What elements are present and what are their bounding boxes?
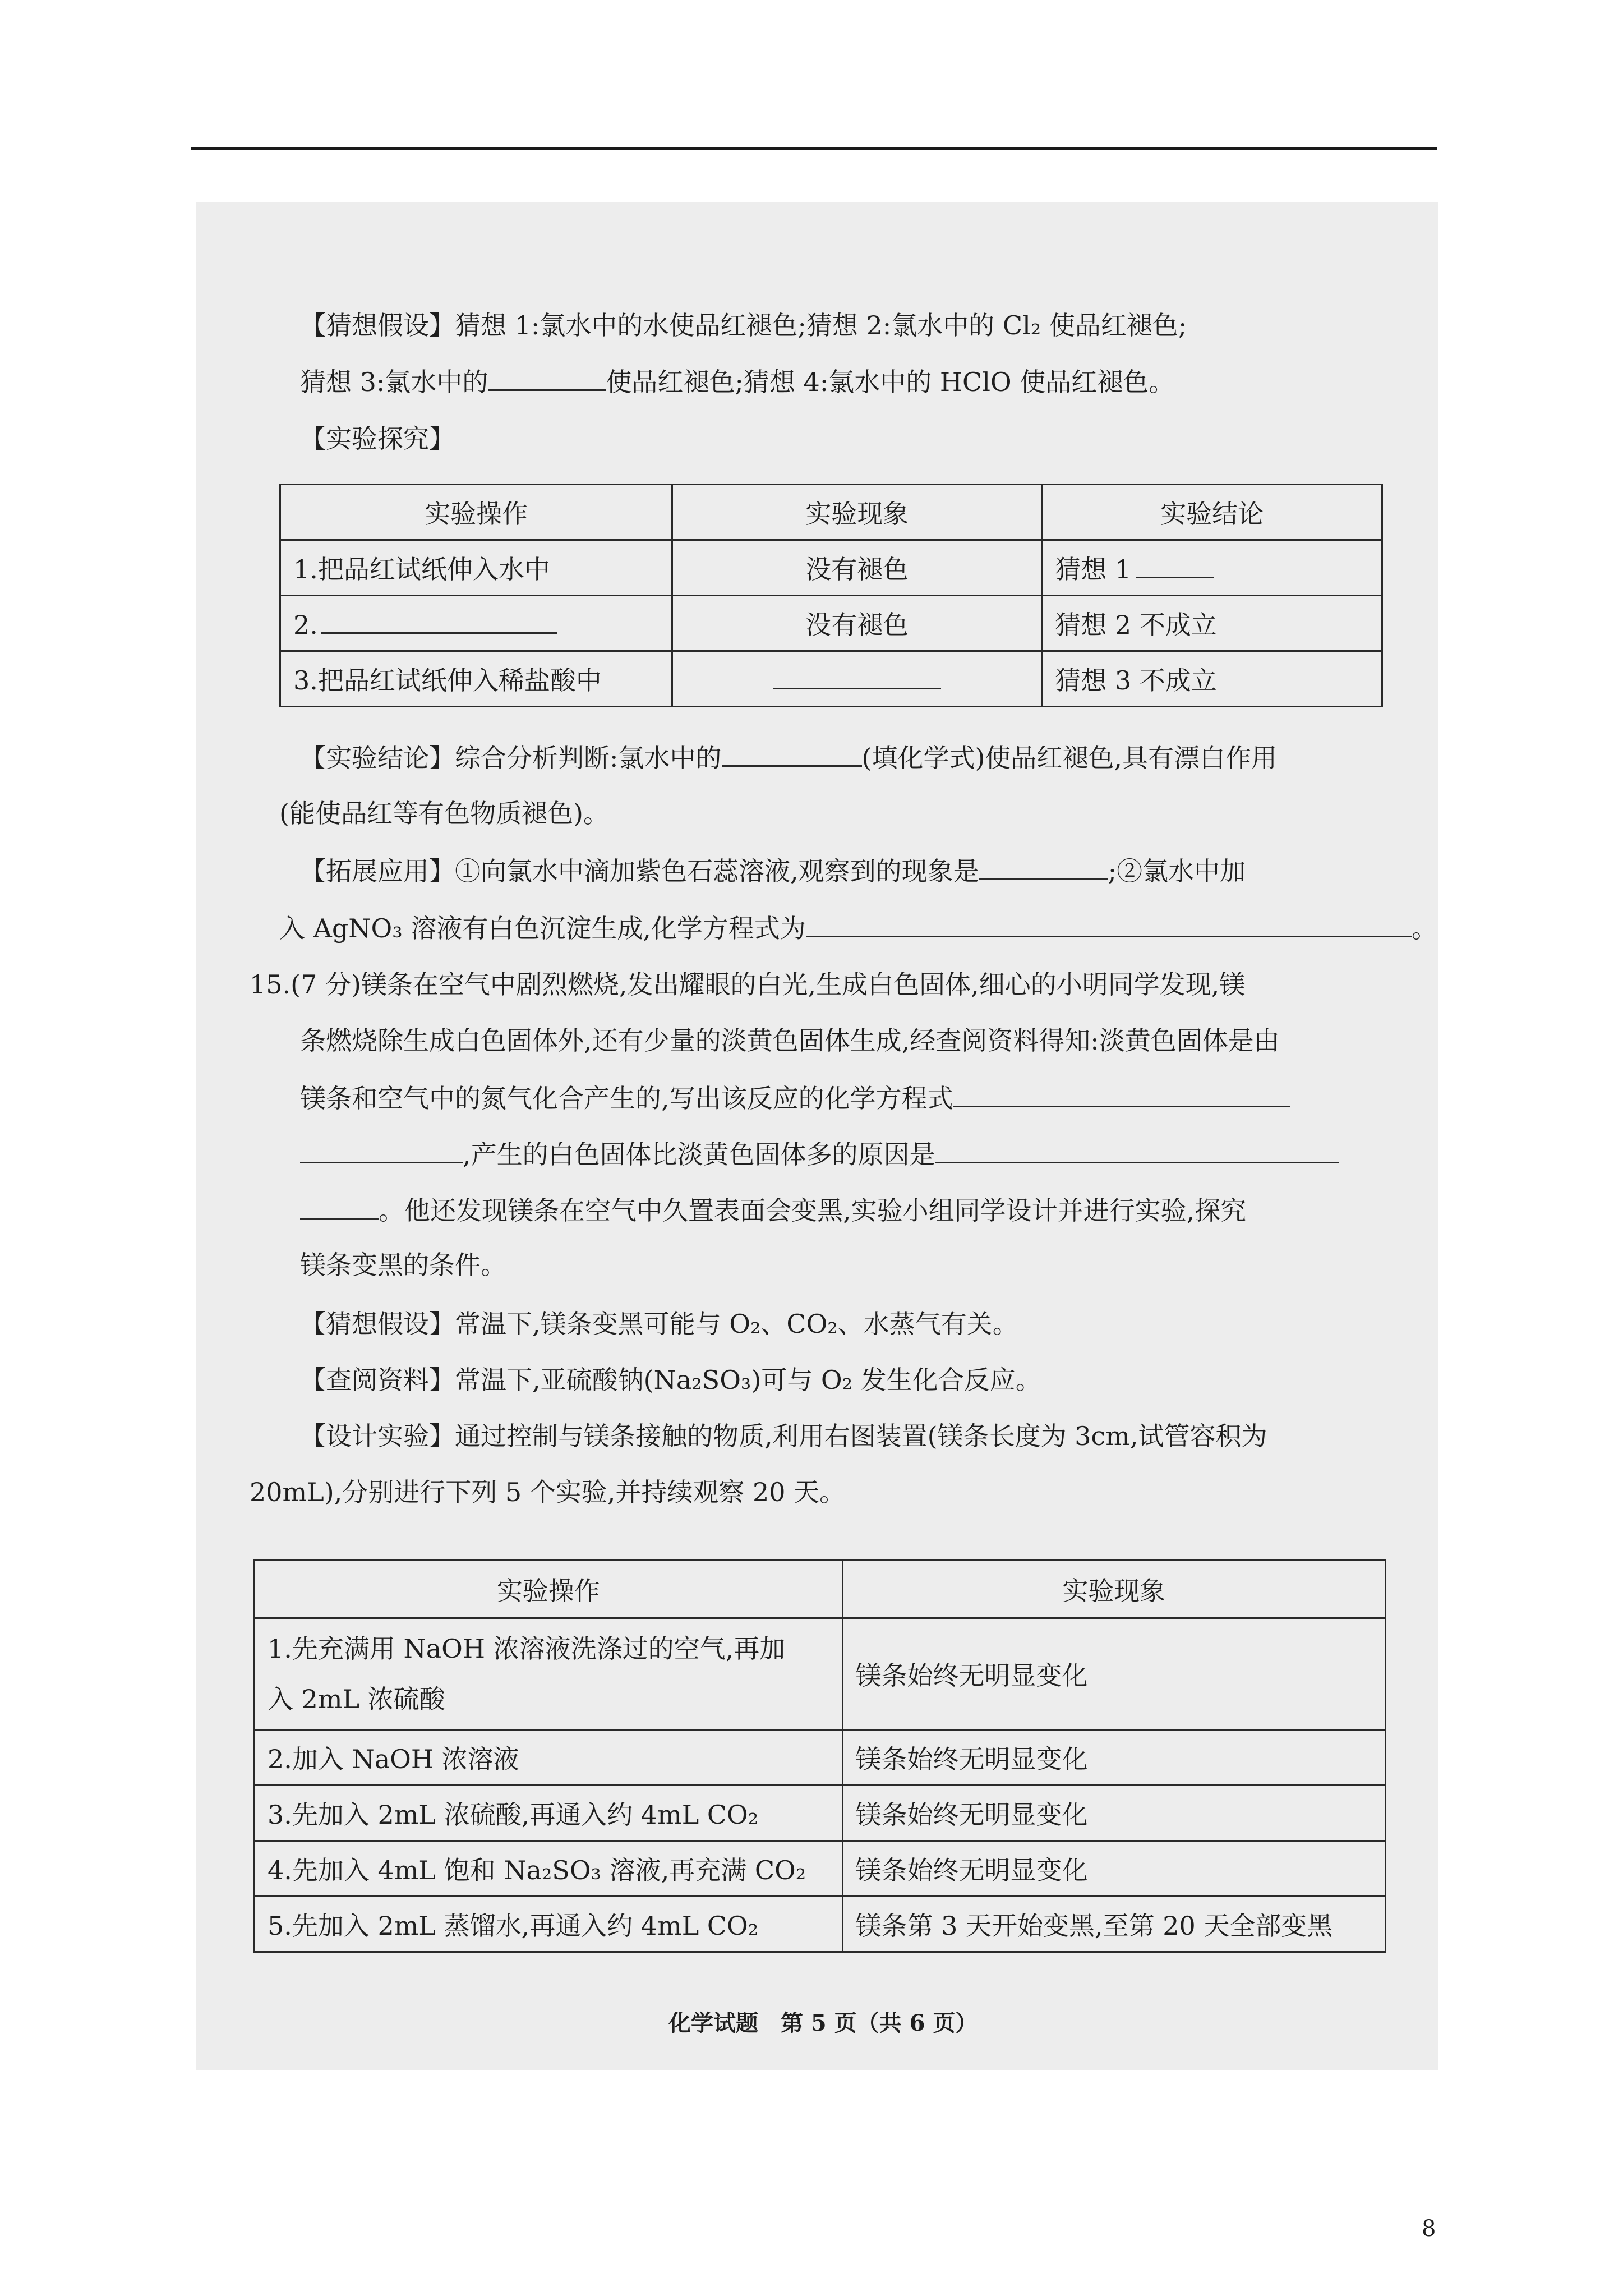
table-row <box>280 596 1382 651</box>
table-cell <box>672 651 1042 707</box>
table-row <box>255 1841 1386 1897</box>
table-header-row <box>255 1561 1386 1618</box>
table-row <box>255 1730 1386 1786</box>
q15-line-3: 镁条和空气中的氮气化合产生的,写出该反应的化学方程式 <box>300 1080 1290 1115</box>
table-cell: 镁条始终无明显变化 <box>842 1786 1385 1841</box>
table-cell: 没有褪色 <box>672 540 1042 596</box>
table-row <box>255 1618 1386 1730</box>
table-cell: 3.把品红试纸伸入稀盐酸中 <box>280 651 672 707</box>
q15-line-1: 15.(7 分)镁条在空气中剧烈燃烧,发出耀眼的白光,生成白色固体,细心的小明同学发现,镁 <box>250 969 1246 1000</box>
mg-experiment-table <box>253 1559 1386 1953</box>
table-cell: 猜想 3 不成立 <box>1042 651 1382 707</box>
q15-hypothesis: 【猜想假设】常温下,镁条变黑可能与 O₂、CO₂、水蒸气有关。 <box>300 1309 1018 1339</box>
table-row <box>280 651 1382 707</box>
explore-heading: 【实验探究】 <box>300 424 455 454</box>
q15-lookup: 【查阅资料】常温下,亚硫酸钠(Na₂SO₃)可与 O₂ 发生化合反应。 <box>300 1365 1041 1395</box>
table-row <box>255 1786 1386 1841</box>
table-cell: 5.先加入 2mL 蒸馏水,再通入约 4mL CO₂ <box>255 1897 843 1952</box>
answer-blank[interactable] <box>773 662 941 689</box>
hypothesis-line-1: 【猜想假设】猜想 1:氯水中的水使品红褪色;猜想 2:氯水中的 Cl₂ 使品红褪色; <box>300 310 1187 341</box>
table-header: 实验现象 <box>842 1561 1385 1618</box>
answer-blank[interactable] <box>488 364 606 391</box>
table-row <box>280 540 1382 596</box>
explore-table <box>279 484 1383 707</box>
answer-blank[interactable] <box>300 1136 463 1163</box>
answer-blank[interactable] <box>1136 551 1214 578</box>
table-header: 实验结论 <box>1042 485 1382 540</box>
q15-line-2: 条燃烧除生成白色固体外,还有少量的淡黄色固体生成,经查阅资料得知:淡黄色固体是由 <box>300 1025 1280 1056</box>
table-header-row <box>280 485 1382 540</box>
table-cell: 镁条始终无明显变化 <box>842 1618 1385 1730</box>
table-cell: 1.把品红试纸伸入水中 <box>280 540 672 596</box>
answer-blank[interactable] <box>300 1192 379 1220</box>
answer-blank[interactable] <box>321 606 557 634</box>
q15-design-2: 20mL),分别进行下列 5 个实验,并持续观察 20 天。 <box>250 1477 846 1507</box>
header-rule <box>191 147 1437 150</box>
table-cell: 4.先加入 4mL 饱和 Na₂SO₃ 溶液,再充满 CO₂ <box>255 1841 843 1897</box>
answer-blank[interactable] <box>935 1136 1339 1163</box>
q15-line-4: ,产生的白色固体比淡黄色固体多的原因是 <box>300 1136 1339 1171</box>
table-cell: 镁条始终无明显变化 <box>842 1730 1385 1786</box>
q15-line-6: 镁条变黑的条件。 <box>300 1250 506 1280</box>
table-row <box>255 1897 1386 1952</box>
table-cell: 没有褪色 <box>672 596 1042 651</box>
table-cell: 2. <box>280 596 672 651</box>
table-cell: 镁条第 3 天开始变黑,至第 20 天全部变黑 <box>842 1897 1385 1952</box>
table-cell: 1.先充满用 NaOH 浓溶液洗涤过的空气,再加 入 2mL 浓硫酸 <box>255 1618 843 1730</box>
table-cell: 猜想 2 不成立 <box>1042 596 1382 651</box>
answer-blank[interactable] <box>953 1080 1290 1107</box>
table-cell: 镁条始终无明显变化 <box>842 1841 1385 1897</box>
page-number: 8 <box>1422 2216 1436 2242</box>
table-cell: 2.加入 NaOH 浓溶液 <box>255 1730 843 1786</box>
table-header: 实验操作 <box>280 485 672 540</box>
answer-blank[interactable] <box>722 739 862 767</box>
table-header: 实验现象 <box>672 485 1042 540</box>
extension-line-1: 【拓展应用】①向氯水中滴加紫色石蕊溶液,观察到的现象是 ;②氯水中加 <box>300 853 1246 888</box>
table-cell: 猜想 1 <box>1042 540 1382 596</box>
hypothesis-line-2: 猜想 3:氯水中的 使品红褪色;猜想 4:氯水中的 HClO 使品红褪色。 <box>300 364 1174 399</box>
q15-line-5: 。他还发现镁条在空气中久置表面会变黑,实验小组同学设计并进行实验,探究 <box>300 1192 1246 1227</box>
table-header: 实验操作 <box>255 1561 843 1618</box>
answer-blank[interactable] <box>806 910 1412 937</box>
conclusion-line-2: (能使品红等有色物质褪色)。 <box>279 798 609 829</box>
conclusion-line: 【实验结论】综合分析判断:氯水中的 (填化学式)使品红褪色,具有漂白作用 <box>300 739 1277 775</box>
table-cell: 3.先加入 2mL 浓硫酸,再通入约 4mL CO₂ <box>255 1786 843 1841</box>
extension-line-2: 入 AgNO₃ 溶液有白色沉淀生成,化学方程式为 。 <box>279 910 1437 945</box>
page-footer: 化学试题 第 5 页（共 6 页） <box>668 2010 978 2036</box>
answer-blank[interactable] <box>979 853 1108 880</box>
q15-design-1: 【设计实验】通过控制与镁条接触的物质,利用右图装置(镁条长度为 3cm,试管容积为 <box>300 1421 1267 1451</box>
